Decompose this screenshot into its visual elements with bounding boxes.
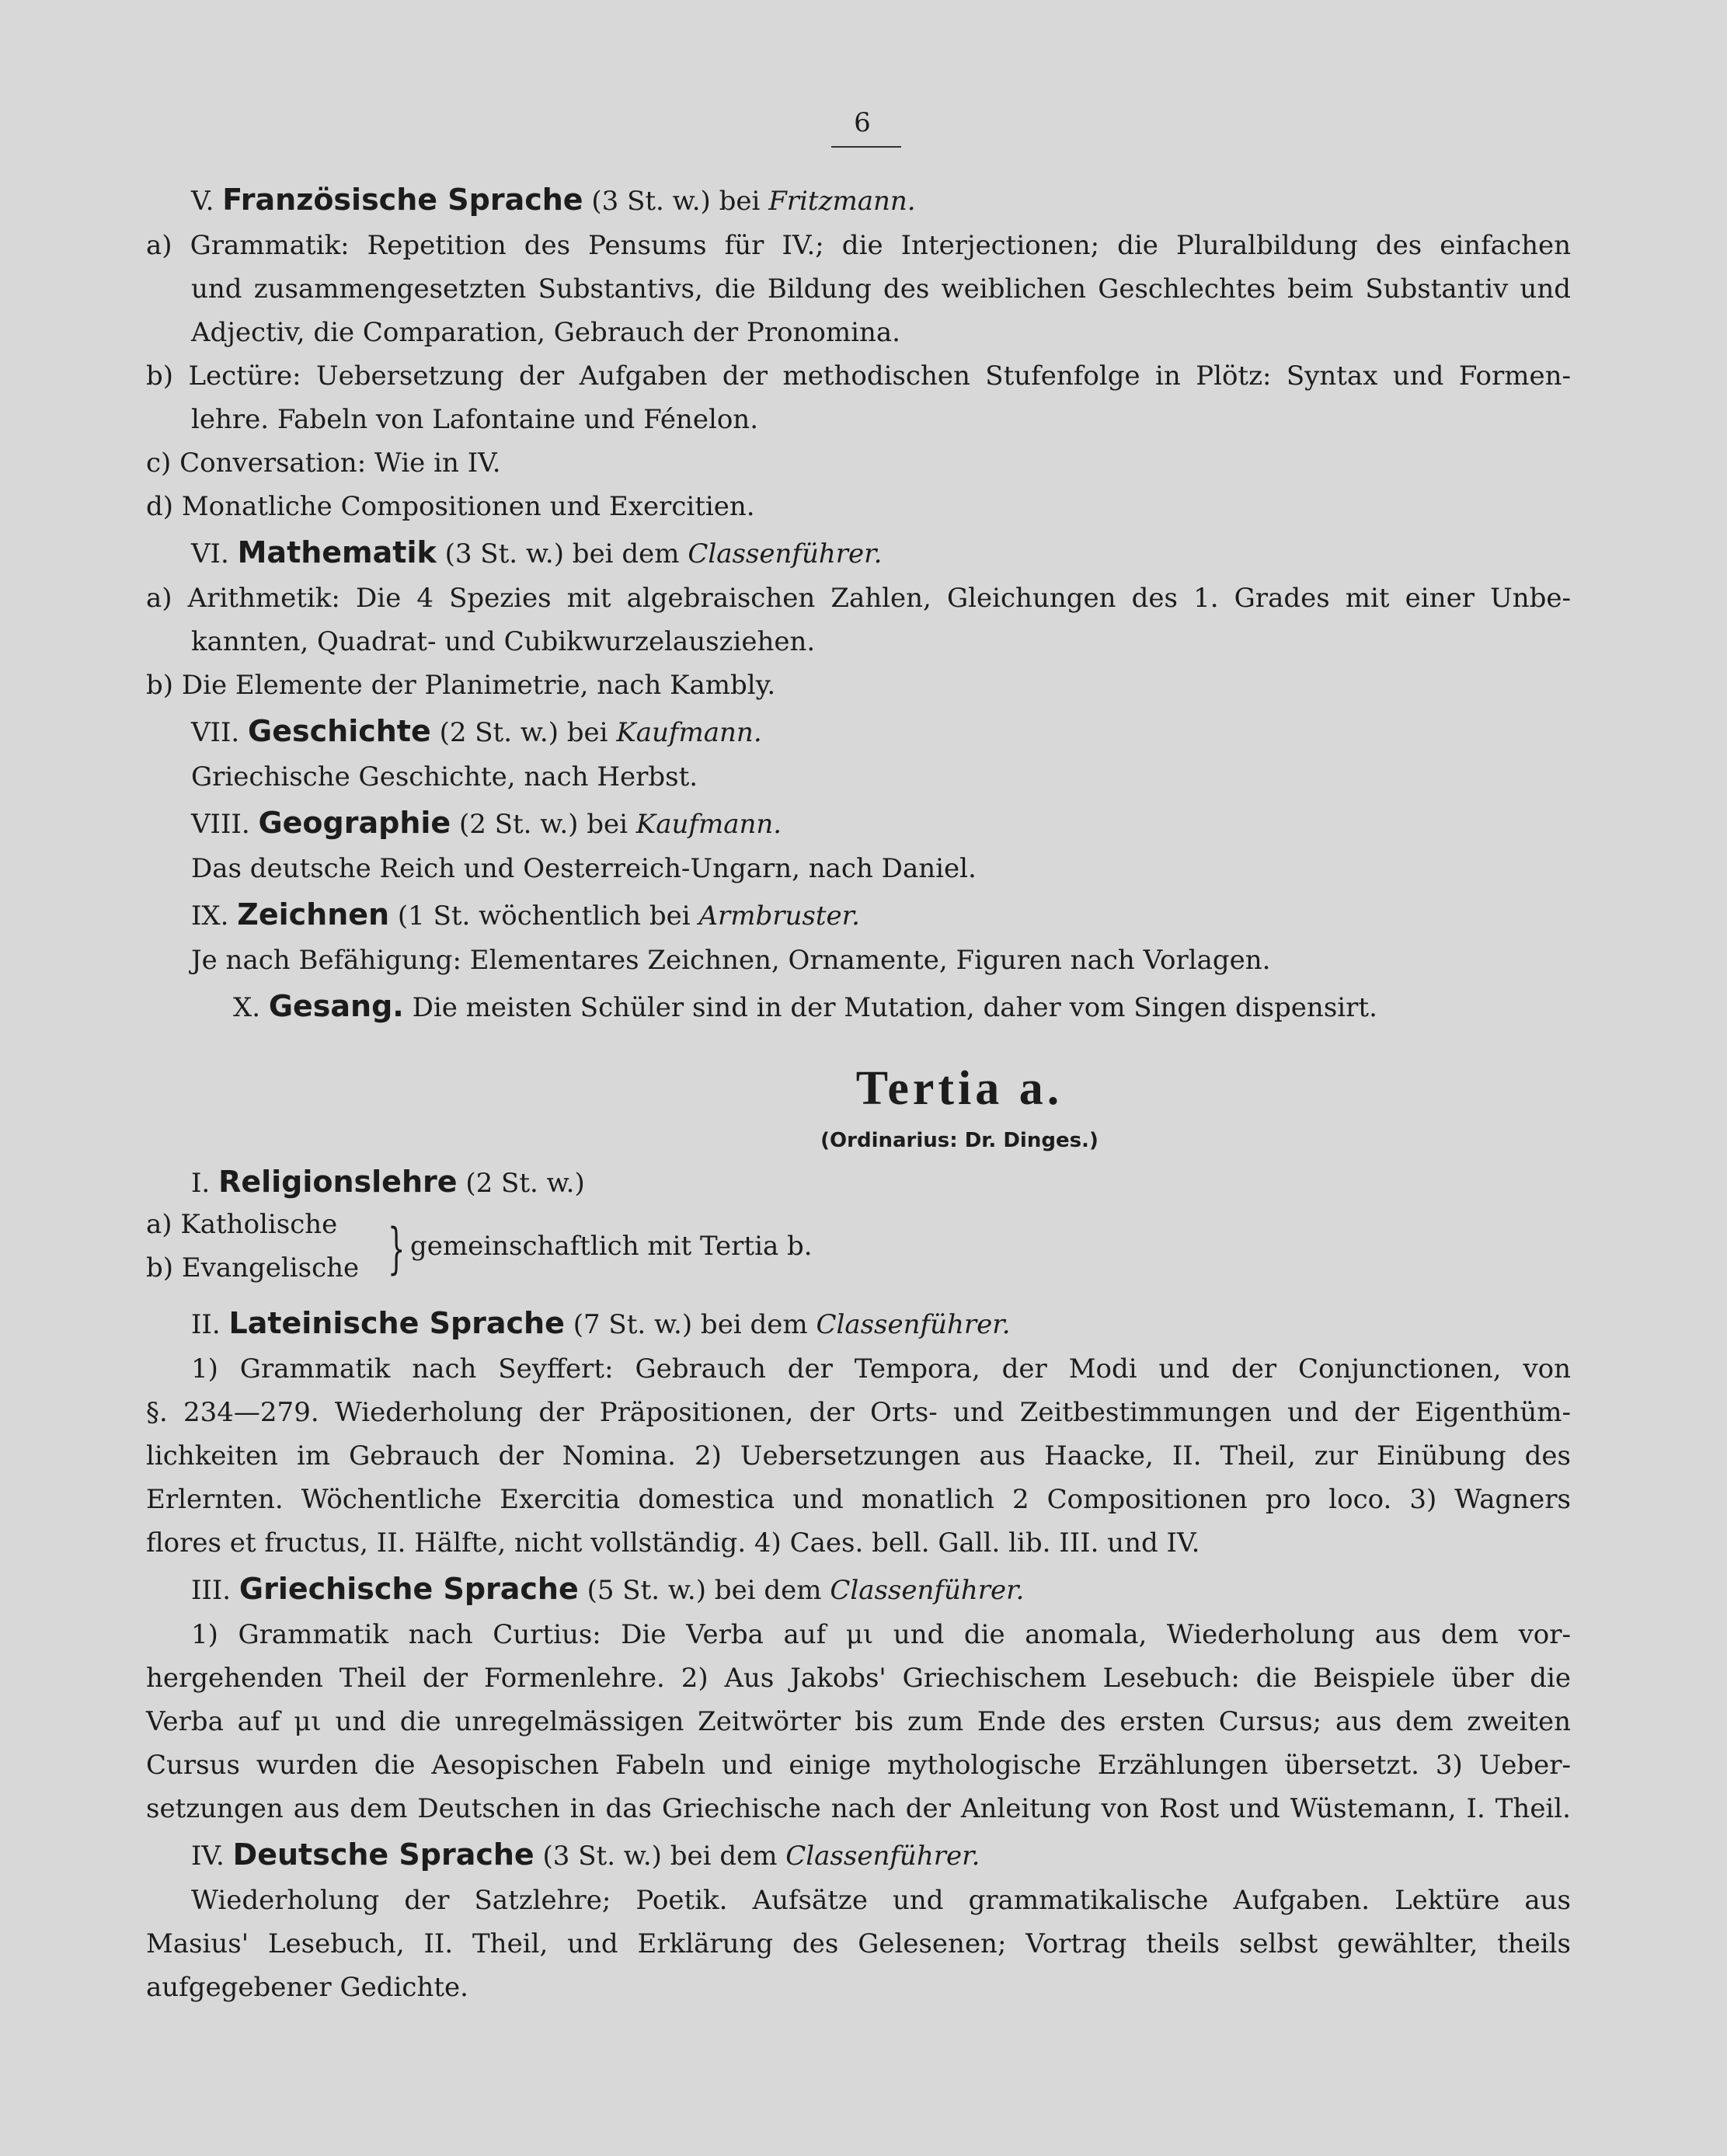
section-heading-x: X. Gesang. Die meisten Schüler sind in der Mutation, daher vom Singen dispensirt.: [233, 989, 1377, 1023]
text-line: hergehenden Theil der Formenlehre. 2) Aus Jakobs' Griechischem Lesebuch: die Beispiele über die: [146, 1663, 1571, 1694]
text-line: Cursus wurden die Aesopischen Fabeln und einige mythologische Erzählungen übersetzt. 3) Ueber-: [146, 1750, 1571, 1781]
religion-joint-note: gemeinschaftlich mit Tertia b.: [410, 1231, 813, 1262]
text-line: lichkeiten im Gebrauch der Nomina. 2) Uebersetzungen aus Haacke, II. Theil, zur Einübung des: [146, 1440, 1571, 1472]
text-line: Masius' Lesebuch, II. Theil, und Erklärung des Gelesenen; Vortrag theils selbst gewählter, theils: [146, 1928, 1571, 1959]
text-line: a) Arithmetik: Die 4 Spezies mit algebraischen Zahlen, Gleichungen des 1. Grades mit einer Unbe-: [146, 583, 1571, 614]
text-line: kannten, Quadrat- und Cubikwurzelausziehen.: [191, 626, 816, 657]
ordinarius-line: (Ordinarius: Dr. Dinges.): [820, 1129, 1099, 1152]
text-line: d) Monatliche Compositionen und Exercitien.: [146, 491, 755, 522]
text-line: b) Die Elemente der Planimetrie, nach Kambly.: [146, 670, 776, 701]
religion-brace-group: [146, 1206, 1571, 1299]
text-line: Je nach Befähigung: Elementares Zeichnen, Ornamente, Figuren nach Vorlagen.: [191, 945, 1271, 976]
text-line: Verba auf μι und die unregelmässigen Zeitwörter bis zum Ende des ersten Cursus; aus dem zweiten: [146, 1706, 1571, 1737]
section-heading-viii: VIII. Geographie (2 St. w.) bei Kaufmann.: [191, 806, 782, 840]
text-line: c) Conversation: Wie in IV.: [146, 448, 501, 479]
section-heading-i: I. Religionslehre (2 St. w.): [191, 1165, 585, 1199]
page-number-rule: [831, 146, 901, 148]
section-heading-vii: VII. Geschichte (2 St. w.) bei Kaufmann.: [191, 714, 762, 748]
text-line: aufgegebener Gedichte.: [146, 1972, 468, 2003]
section-heading-vi: VI. Mathematik (3 St. w.) bei dem Classenführer.: [191, 535, 883, 569]
text-line: flores et fructus, II. Hälfte, nicht vollständig. 4) Caes. bell. Gall. lib. III. und IV.: [146, 1527, 1200, 1559]
section-heading-iv: IV. Deutsche Sprache (3 St. w.) bei dem Classenführer.: [191, 1837, 980, 1872]
text-line: Griechische Geschichte, nach Herbst.: [191, 761, 698, 792]
text-line: und zusammengesetzten Substantivs, die Bildung des weiblichen Geschlechtes beim Substantiv und: [191, 273, 1571, 305]
section-heading-v: V. Französische Sprache (3 St. w.) bei Fritzmann.: [191, 183, 916, 217]
section-heading-ix: IX. Zeichnen (1 St. wöchentlich bei Armbruster.: [191, 897, 860, 932]
brace-symbol: }: [388, 1217, 406, 1280]
text-line: 1) Grammatik nach Seyffert: Gebrauch der Tempora, der Modi und der Conjunctionen, von: [191, 1353, 1571, 1385]
class-heading: Tertia a.: [855, 1062, 1064, 1115]
text-line: Adjectiv, die Comparation, Gebrauch der Pronomina.: [191, 317, 900, 348]
text-line: b) Lectüre: Uebersetzung der Aufgaben der methodischen Stufenfolge in Plötz: Syntax und Formen-: [146, 360, 1571, 392]
page-content: [146, 176, 1571, 2009]
text-line: Wiederholung der Satzlehre; Poetik. Aufsätze und grammatikalische Aufgaben. Lektüre aus: [191, 1885, 1571, 1916]
text-line: Erlernten. Wöchentliche Exercitia domestica und monatlich 2 Compositionen pro loco. 3) Wagners: [146, 1484, 1571, 1515]
section-heading-ii: II. Lateinische Sprache (7 St. w.) bei dem Classenführer.: [191, 1306, 1011, 1340]
text-line: 1) Grammatik nach Curtius: Die Verba auf μι und die anomala, Wiederholung aus dem vor-: [191, 1619, 1571, 1650]
section-heading-iii: III. Griechische Sprache (5 St. w.) bei dem Classenführer.: [191, 1572, 1025, 1606]
text-line: §. 234—279. Wiederholung der Präpositionen, der Orts- und Zeitbestimmungen und der Eigenthüm-: [146, 1397, 1571, 1428]
page-number: 6: [854, 107, 871, 138]
text-line: Das deutsche Reich und Oesterreich-Ungarn, nach Daniel.: [191, 853, 977, 884]
religion-catholic: a) Katholische: [146, 1209, 338, 1240]
text-line: setzungen aus dem Deutschen in das Griechische nach der Anleitung von Rost und Wüstemann, I. Theil.: [146, 1793, 1571, 1824]
religion-protestant: b) Evangelische: [146, 1252, 360, 1283]
text-line: lehre. Fabeln von Lafontaine und Fénelon.: [191, 404, 759, 435]
text-line: a) Grammatik: Repetition des Pensums für IV.; die Interjectionen; die Pluralbildung des einfachen: [146, 230, 1571, 261]
